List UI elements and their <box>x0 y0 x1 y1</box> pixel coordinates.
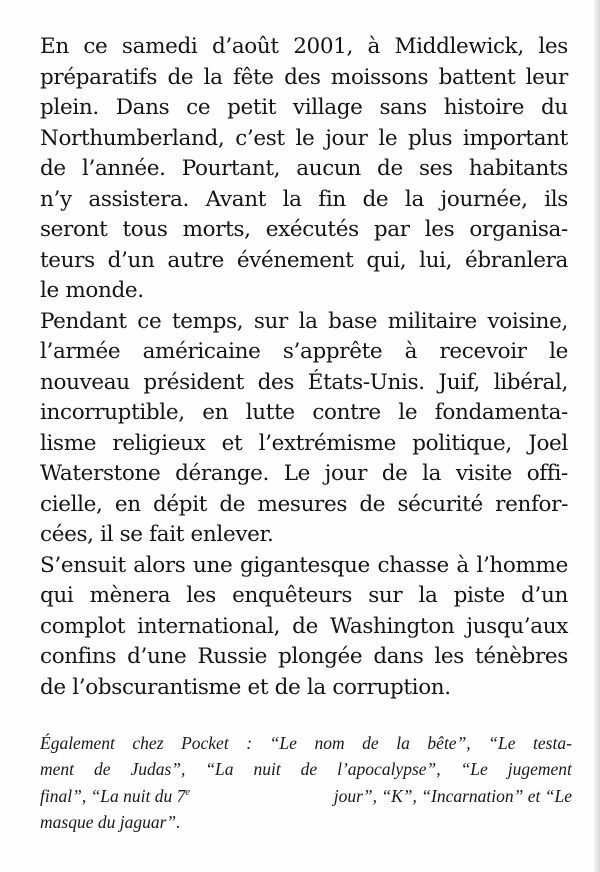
text-line: Waterstone dérange. Le jour de la visite offi- <box>40 461 568 486</box>
text-line: Northumberland, c’est le jour le plus important <box>40 125 568 151</box>
synopsis-text <box>40 32 568 703</box>
superscript: e <box>185 786 191 798</box>
synopsis-paragraph-3 <box>40 551 568 704</box>
text-line: S’ensuit alors une gigantesque chasse à l’homme <box>40 552 568 578</box>
text-line: de l’obscurantisme et de la corruption. <box>40 674 451 700</box>
text-line: nouveau président des États-Unis. Juif, libéral, <box>40 369 568 395</box>
note-line-with-superscript <box>40 783 572 809</box>
text-line: teurs d’un autre événement qui, lui, ébranlera <box>40 247 568 273</box>
text-line: qui mènera les enquêteurs sur la piste d’un <box>40 583 568 608</box>
note-line: ment de Judas”, “La nuit de l’apocalypse”, “Le jugement <box>40 759 572 780</box>
synopsis-paragraph-1 <box>40 32 568 307</box>
text-line: lisme religieux et l’extrémisme politique, Joel <box>40 430 568 456</box>
text-line: cielle, en dépit de mesures de sécurité renfor- <box>40 491 568 517</box>
note-fragment: final”, “La nuit du 7e <box>40 785 191 806</box>
note-line: Également chez Pocket : “Le nom de la bête”, “Le testa- <box>40 733 572 753</box>
text-line: plein. Dans ce petit village sans histoire du <box>40 95 568 120</box>
text-line: confins d’une Russie plongée dans les ténèbres <box>40 644 568 669</box>
text-line: complot international, de Washington jusqu’aux <box>40 613 568 639</box>
text-line: cées, il se fait enlever. <box>40 522 274 547</box>
text-line: l’armée américaine s’apprête à recevoir le <box>40 339 568 364</box>
page-edge-shadow <box>594 0 600 872</box>
note-line: masque du jaguar”. <box>40 811 181 832</box>
text-line: En ce samedi d’août 2001, à Middlewick, les <box>40 34 568 59</box>
also-by-author-note <box>40 730 572 835</box>
note-fragment: jour”, “K”, “Incarnation” et “Le <box>333 785 572 806</box>
text-line: seront tous morts, exécutés par les organisa- <box>40 217 568 242</box>
text-line: n’y assistera. Avant la fin de la journée, ils <box>40 186 568 212</box>
text-line: Pendant ce temps, sur la base militaire voisine, <box>40 308 568 334</box>
text-line: préparatifs de la fête des moissons battent leur <box>40 64 568 90</box>
text-line: de l’année. Pourtant, aucun de ses habitants <box>40 156 568 181</box>
synopsis-paragraph-2 <box>40 307 568 551</box>
text-line: le monde. <box>40 278 144 303</box>
text-line: incorruptible, en lutte contre le fondamenta- <box>40 400 568 425</box>
